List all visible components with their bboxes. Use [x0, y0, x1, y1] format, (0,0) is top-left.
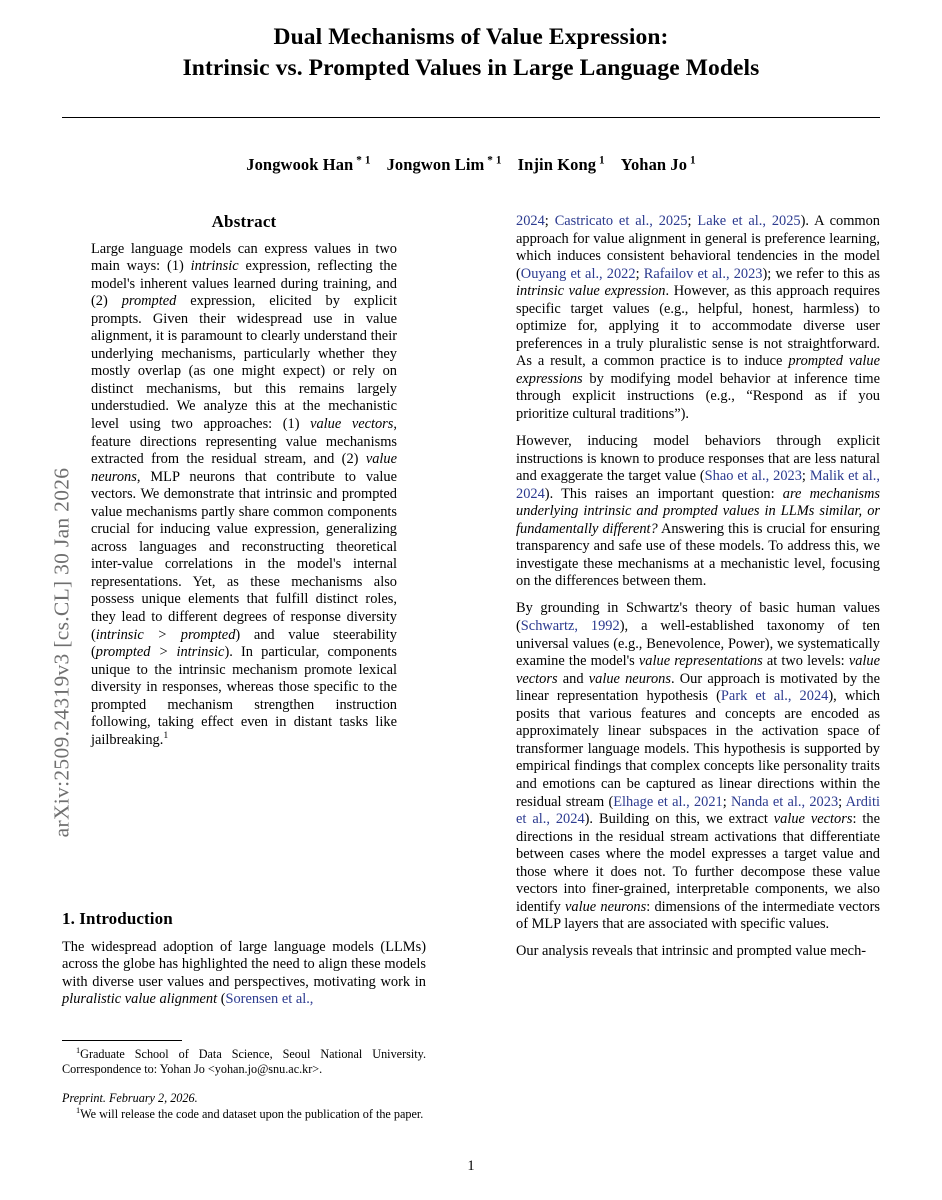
author-name — [518, 155, 605, 174]
citation-link[interactable]: Arditi et al., 2024 — [516, 793, 880, 828]
author-affiliation-marker: * 1 — [484, 154, 502, 167]
footnote-marker: 1 — [163, 730, 169, 742]
citation-link[interactable]: 2024 — [516, 213, 545, 229]
introduction-paragraph — [62, 939, 426, 1009]
body-text: ), a well-established taxonomy of ten universal values (e.g., Benevolence, Power), we systematically examine the model's — [516, 618, 880, 670]
emphasis-text: value vectors — [516, 653, 880, 687]
right-column — [516, 213, 880, 970]
footnote-affiliation — [62, 1047, 426, 1077]
emphasis-text: intrinsic value expression — [516, 283, 666, 300]
body-text: Our analysis reveals that intrinsic and prompted value mech- — [516, 943, 867, 960]
body-text: , MLP neurons that contribute to value vectors. We demonstrate that intrinsic and prompted value mechanisms partly share common components crucial for inducing value expression, generalizing across languages and reconstructing theoretical inter-value correlations in the model's internal representations. Yet, as these mechanisms also possess unique elements that fulfill distinct roles, they lead to different degrees of response diversity ( — [91, 468, 397, 643]
body-text: ), which posits that various features and concepts are encoded as approximately linear subspaces in the activation space of transformer language models. This hypothesis is supported by empirical findings that complex concepts like personality traits and emotions can be captured as linear directions within the residual stream ( — [516, 688, 880, 810]
citation-link[interactable]: Rafailov et al., 2023 — [643, 265, 763, 282]
body-text: ). This raises an important question: — [544, 485, 783, 502]
body-text: The widespread adoption of large language models (LLMs) across the globe has highlighted the need to align these models with diverse user values and perspectives, motivating work in — [62, 938, 426, 990]
body-text: Answering this is crucial for ensuring transparency and safe use of these models. To address this, we investigate these mechanisms at a mechanistic level, focusing on the differences between them. — [516, 520, 880, 590]
body-text: By grounding in Schwartz's theory of basic human values ( — [516, 600, 880, 635]
citation-link[interactable]: Sorensen et al., — [225, 991, 314, 1008]
body-paragraph — [516, 943, 880, 961]
body-text: ; — [838, 793, 846, 810]
introduction-heading: 1. Introduction — [62, 909, 173, 928]
body-text: ; — [544, 213, 555, 229]
body-text: ( — [217, 991, 226, 1008]
emphasis-text: prompted > intrinsic — [95, 644, 225, 661]
emphasis-text: intrinsic > prompted — [95, 626, 236, 643]
citation-link[interactable]: Schwartz, 1992 — [520, 618, 620, 635]
body-text: ; — [687, 213, 698, 229]
body-text: ); we refer to this as — [762, 265, 880, 282]
body-paragraph — [516, 213, 880, 424]
body-text: ; — [635, 265, 644, 282]
body-text: : dimensions of the intermediate vectors of MLP layers that are associated with specific values. — [516, 898, 880, 933]
body-text: , feature directions representing value mechanisms extracted from the residual stream, and (2) — [91, 416, 397, 468]
affiliation-text: Graduate School of Data Science, Seoul National University. Correspondence to: Yohan Jo <yohan.jo@snu.ac.kr>. — [62, 1047, 426, 1077]
citation-link[interactable]: Elhage et al., 2021 — [613, 793, 723, 810]
author-label: Jongwon Lim — [386, 155, 485, 174]
author-affiliation-marker: 1 — [596, 154, 605, 167]
citation-link[interactable]: Park et al., 2024 — [720, 688, 829, 705]
body-text: expression, elicited by explicit prompts. Given their widespread use in value alignment, it is paramount to clearly understand their underlying mechanisms, particularly whether they mostly overlap (as one might expect) or rely on distinct mechanisms, but this remains largely understudied. We analyze this at the mechanistic level using two approaches: (1) — [91, 293, 397, 433]
emphasis-text: are mechanisms underlying intrinsic and prompted values in LLMs similar, or fundamentally different? — [516, 485, 880, 537]
body-text: . Our approach is motivated by the linear representation hypothesis ( — [516, 670, 880, 705]
footnote-block — [62, 1040, 426, 1122]
body-text: . However, as this approach requires specific target values (e.g., helpful, honest, harmless) to optimize for, applying it to accommodate diverse user preferences in a truly pluralistic sense is not straightforward. As a result, a common practice is to induce — [516, 283, 880, 370]
body-paragraph — [516, 600, 880, 933]
body-text: at two levels: — [762, 653, 849, 670]
emphasis-text: pluralistic value alignment — [62, 991, 218, 1008]
author-name — [621, 155, 696, 174]
emphasis-text: intrinsic — [190, 258, 239, 275]
emphasis-text: value neurons — [91, 451, 397, 485]
author-affiliation-marker: 1 — [687, 154, 696, 167]
emphasis-text: value vectors — [310, 416, 394, 433]
body-text: ). A common approach for value alignment in general is preference learning, which induces consistent behavioral tendencies in the model ( — [516, 213, 880, 282]
footnote-rule — [62, 1040, 182, 1041]
body-text: expression, reflecting the model's inherent values learned during training, and (2) — [91, 258, 397, 310]
body-text: ) and value steerability ( — [91, 626, 397, 661]
page-title — [62, 22, 880, 84]
emphasis-text: value vectors — [773, 811, 853, 828]
author-label: Jongwook Han — [246, 155, 354, 174]
citation-link[interactable]: Shao et al., 2023 — [704, 468, 802, 485]
arxiv-identifier-stamp: arXiv:2509.24319v3 [cs.CL] 30 Jan 2026 — [49, 467, 74, 838]
body-text: However, inducing model behaviors through explicit instructions is known to produce responses that are less natural and exaggerate the target value ( — [516, 433, 880, 485]
author-list — [62, 155, 880, 175]
abstract-heading: Abstract — [211, 212, 277, 231]
footnote-preprint: Preprint. February 2, 2026. — [62, 1091, 198, 1106]
body-text: ; — [722, 793, 732, 810]
body-text: ). Building on this, we extract — [584, 811, 774, 828]
introduction-section — [62, 910, 426, 1009]
body-paragraph — [516, 433, 880, 591]
body-text: ; — [801, 468, 810, 485]
author-label: Injin Kong — [517, 155, 597, 174]
title-horizontal-rule — [62, 117, 880, 118]
citation-link[interactable]: Ouyang et al., 2022 — [520, 265, 636, 282]
citation-link[interactable]: Lake et al., 2025 — [697, 213, 801, 229]
note-marker: 1 — [76, 1105, 81, 1115]
citation-link[interactable]: Nanda et al., 2023 — [731, 793, 839, 810]
body-text: Large language models can express values in two main ways: (1) — [91, 240, 397, 275]
page-number: 1 — [467, 1158, 475, 1174]
citation-link[interactable]: Malik et al., 2024 — [516, 468, 880, 502]
author-name — [387, 155, 502, 174]
body-text: ). In particular, components unique to the intrinsic mechanism promote lexical diversity in responses, whereas those specific to the prompted mechanism strengthen instruction following, taking effect even in distant tasks like jailbreaking. — [91, 644, 397, 748]
affiliation-marker: 1 — [76, 1045, 81, 1055]
footnote-note — [62, 1107, 426, 1122]
abstract-body — [62, 241, 426, 750]
title-line-2: Intrinsic vs. Prompted Values in Large Language Models — [182, 55, 760, 81]
note-text: We will release the code and dataset upon the publication of the paper. — [80, 1106, 424, 1121]
emphasis-text: value neurons — [565, 898, 647, 915]
emphasis-text: prompted value expressions — [516, 353, 880, 387]
title-line-1: Dual Mechanisms of Value Expression: — [273, 24, 669, 50]
body-text: by modifying model behavior at inference time through explicit instructions (e.g., “Respond as if you prioritize cultural traditions”). — [516, 370, 880, 423]
left-column — [62, 213, 426, 749]
author-affiliation-marker: * 1 — [353, 154, 371, 167]
emphasis-text: value representations — [638, 653, 763, 670]
emphasis-text: prompted — [121, 293, 177, 310]
body-text: : the directions in the residual stream activations that differentiate between cases where the model expresses a target value and those where it does not. To further decompose these value vectors into finer-grained, interpretable components, we also identify — [516, 811, 880, 915]
emphasis-text: value neurons — [588, 670, 671, 687]
citation-link[interactable]: Castricato et al., 2025 — [554, 213, 688, 229]
body-text: and — [557, 670, 589, 687]
author-label: Yohan Jo — [620, 155, 688, 174]
author-name — [246, 155, 370, 174]
